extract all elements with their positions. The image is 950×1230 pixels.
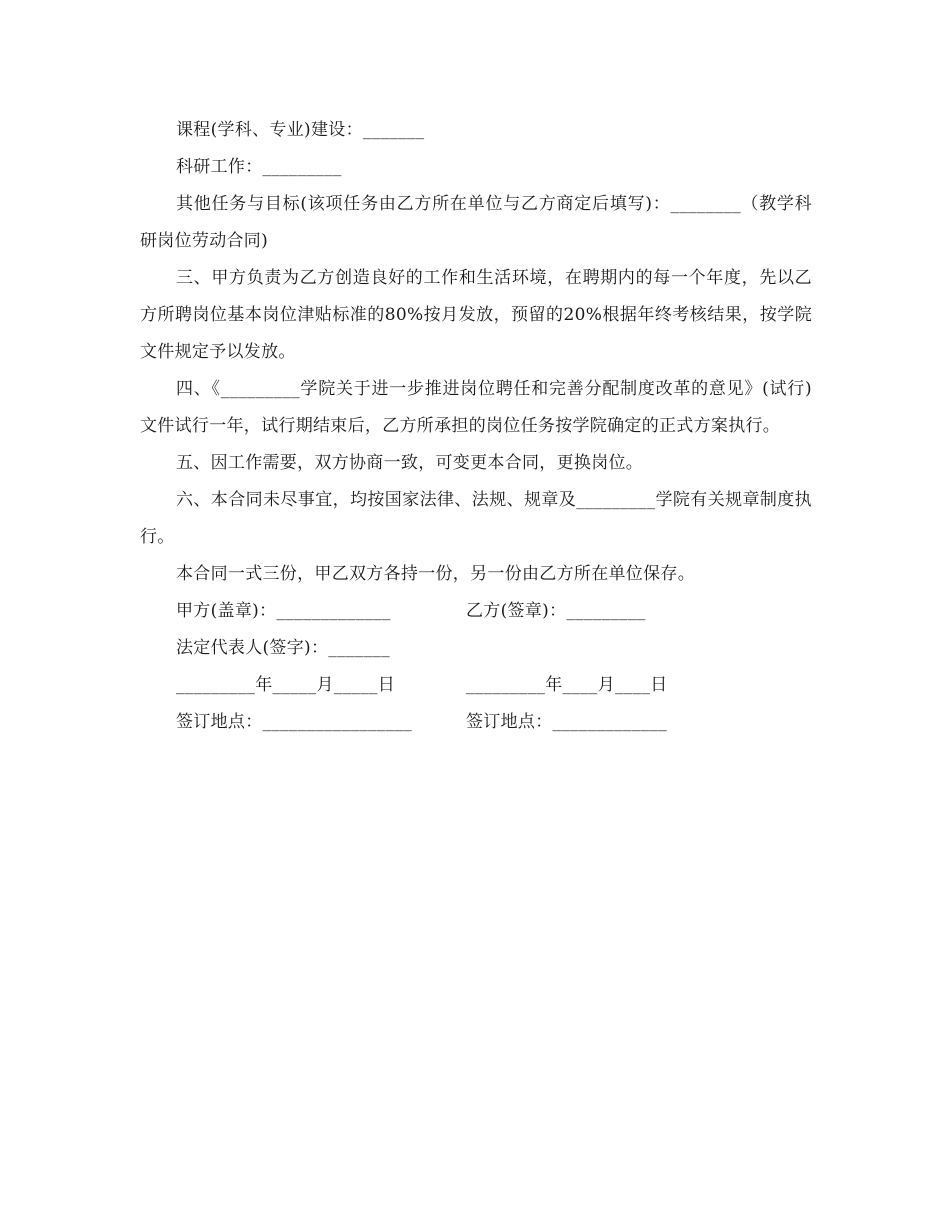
signature-row-parties	[140, 593, 812, 630]
signature-row-places	[140, 704, 812, 741]
paragraph-clause-5: 五、因工作需要，双方协商一致，可变更本合同，更换岗位。	[176, 453, 644, 473]
contract-body	[140, 112, 812, 741]
paragraph-copies: 本合同一式三份，甲乙双方各持一份，另一份由乙方所在单位保存。	[176, 564, 695, 584]
paragraph-clause-3: 三、甲方负责为乙方创造良好的工作和生活环境，在聘期内的每一个年度，先以乙方所聘岗位基本岗位津贴标准的80%按月发放，预留的20%根据年终考核结果，按学院文件规定予以发放。	[140, 268, 812, 362]
place-field-party-b: 签订地点：_____________	[466, 712, 667, 732]
signature-row-legal-rep	[140, 630, 812, 667]
paragraph-research-work: 科研工作：_________	[176, 157, 342, 177]
date-field-party-b: _________年____月____日	[466, 675, 668, 695]
legal-rep-sign-field: 法定代表人(签字)：_______	[176, 638, 390, 658]
signature-row-dates	[140, 667, 812, 704]
paragraph-clause-6: 六、本合同未尽事宜，均按国家法律、法规、规章及_________学院有关规章制度执行。	[140, 490, 812, 547]
paragraph-clause-4: 四、《_________学院关于进一步推进岗位聘任和完善分配制度改革的意见》(试行)文件试行一年，试行期结束后，乙方所承担的岗位任务按学院确定的正式方案执行。	[140, 379, 812, 436]
party-a-seal-field: 甲方(盖章)：_____________	[176, 601, 391, 621]
paragraph-other-tasks: 其他任务与目标(该项任务由乙方所在单位与乙方商定后填写)：________（教学科研岗位劳动合同)	[140, 194, 812, 251]
place-field-party-a: 签订地点：_________________	[176, 712, 413, 732]
party-b-sign-field: 乙方(签章)：_________	[466, 601, 646, 621]
paragraph-course-construction: 课程(学科、专业)建设：_______	[176, 120, 425, 140]
date-field-party-a: _________年_____月_____日	[176, 675, 396, 695]
